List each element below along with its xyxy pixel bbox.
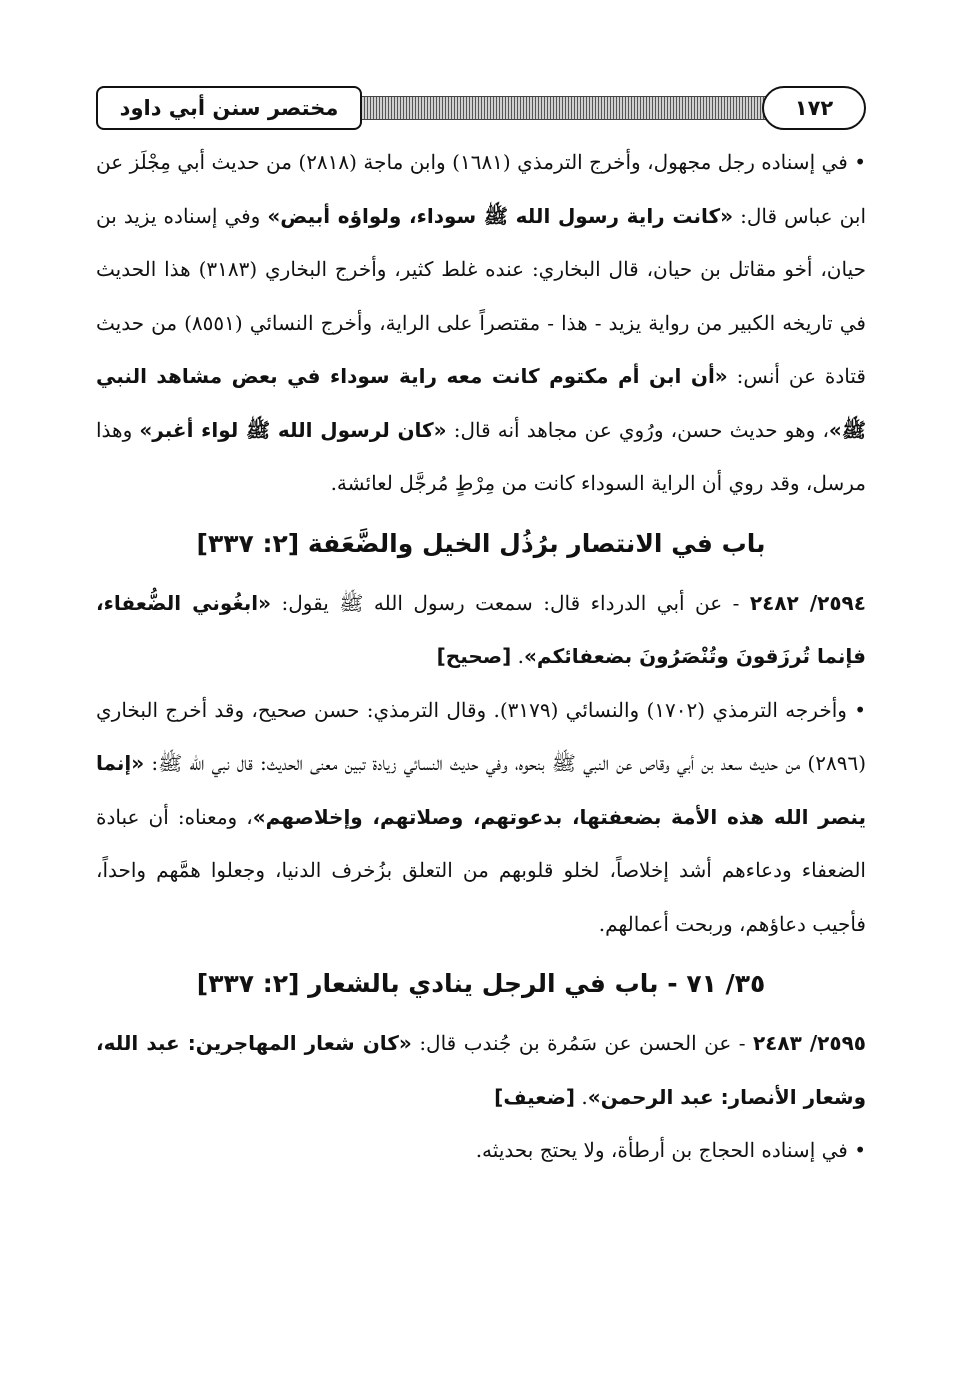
page-content	[96, 136, 866, 1178]
bullet-icon: •	[854, 697, 866, 722]
bullet-icon: •	[854, 1138, 866, 1162]
hadith-text: «كان شعار المهاجرين: عبد الله، وشعار الأنصار: عبد الرحمن»	[96, 1031, 866, 1109]
quoted-hadith: «إنما ينصر الله هذه الأمة بضعفتها، بدعوتهم، وصلاتهم، وإخلاصهم»	[96, 751, 866, 829]
text-run: وهذا مرسل، وقد روي أن الراية السوداء كانت من مِرْطٍ مُرجَّل لعائشة.	[96, 417, 866, 495]
text-run: وفي إسناده يزيد بن حيان، أخو مقاتل بن حيان، قال البخاري: عنده غلط كثير، وأخرج البخاري (٣١٨٣) هذا الحديث في تاريخه الكبير من رواية يزيد - هذا - مقتصراً على الراية، وأخرج النسائي (٨٥٥١) من حديث قتادة عن أنس:	[96, 203, 866, 388]
hadith-grade: [صحيح]	[436, 644, 512, 668]
header-decorative-bar	[346, 96, 776, 120]
text-run: وأخرجه الترمذي (١٧٠٢) والنسائي (٣١٧٩). وقال الترمذي: حسن صحيح، وقد أخرج البخاري (٢٨٩٦) من حديث سعد بن أبي وقاص عن النبي ﷺ بنحوه، وفي حديث النسائي زيادة تبين معنى الحديث: قال نبي الله ﷺ:	[96, 697, 866, 775]
text-run: ، وهو حديث حسن، ورُوي عن مجاهد أنه قال:	[446, 417, 829, 442]
text-run: في إسناده الحجاج بن أرطأة، ولا يحتج بحديثه.	[475, 1138, 848, 1162]
chapter-heading-1: باب في الانتصار برُذُل الخيل والضَّعَفة [٢: ٣٣٧]	[196, 528, 766, 558]
text-run: في إسناده رجل مجهول، وأخرج الترمذي (١٦٨١) وابن ماجة (٢٨١٨) من حديث أبي مِجْلَز عن ابن عباس قال:	[96, 150, 866, 228]
hadith-2594	[96, 577, 866, 684]
text-run: - عن الحسن عن سَمُرة بن جُندب قال:	[411, 1031, 753, 1055]
text-run: .	[511, 644, 524, 668]
bullet-icon: •	[854, 150, 867, 174]
page-number: ١٧٢	[762, 86, 866, 130]
text-run: - عن أبي الدرداء قال: سمعت رسول الله ﷺ يقول:	[271, 590, 750, 615]
hadith-grade: [ضعيف]	[494, 1084, 576, 1109]
page-header	[96, 86, 866, 130]
chapter-heading-2: ٣٥/ ٧١ - باب في الرجل ينادي بالشعار [٢: ٣٣٧]	[196, 969, 766, 998]
hadith-text: «ابغُوني الضُّعفاء، فإنما تُرزَقونَ وتُنْصَرُونَ بضعفائكم»	[96, 590, 866, 668]
commentary-paragraph-3	[96, 1124, 866, 1178]
hadith-2595	[96, 1017, 866, 1124]
commentary-paragraph-2	[96, 684, 866, 952]
quoted-hadith: «كان لرسول الله ﷺ لواء أغبر»	[139, 417, 447, 442]
hadith-number: ٢٥٩٤/ ٢٤٨٢	[749, 590, 866, 615]
text-run: .	[575, 1084, 588, 1109]
hadith-number: ٢٥٩٥/ ٢٤٨٣	[752, 1031, 866, 1055]
commentary-paragraph-1	[96, 136, 866, 511]
quoted-hadith: «أن ابن أم مكتوم كانت معه راية سوداء في بعض مشاهد النبي ﷺ»	[96, 364, 866, 442]
quoted-hadith: «كانت راية رسول الله ﷺ سوداء، ولواؤه أبيض»	[267, 203, 734, 228]
book-title: مختصر سنن أبي داود	[96, 86, 362, 130]
text-run: ، ومعناه: أن عبادة الضعفاء ودعاءهم أشد إخلاصاً، لخلو قلوبهم من التعلق بزُخرف الدنيا، وجعلوا همَّهم واحداً، فأجيب دعاؤهم، وربحت أعمالهم.	[96, 804, 866, 936]
